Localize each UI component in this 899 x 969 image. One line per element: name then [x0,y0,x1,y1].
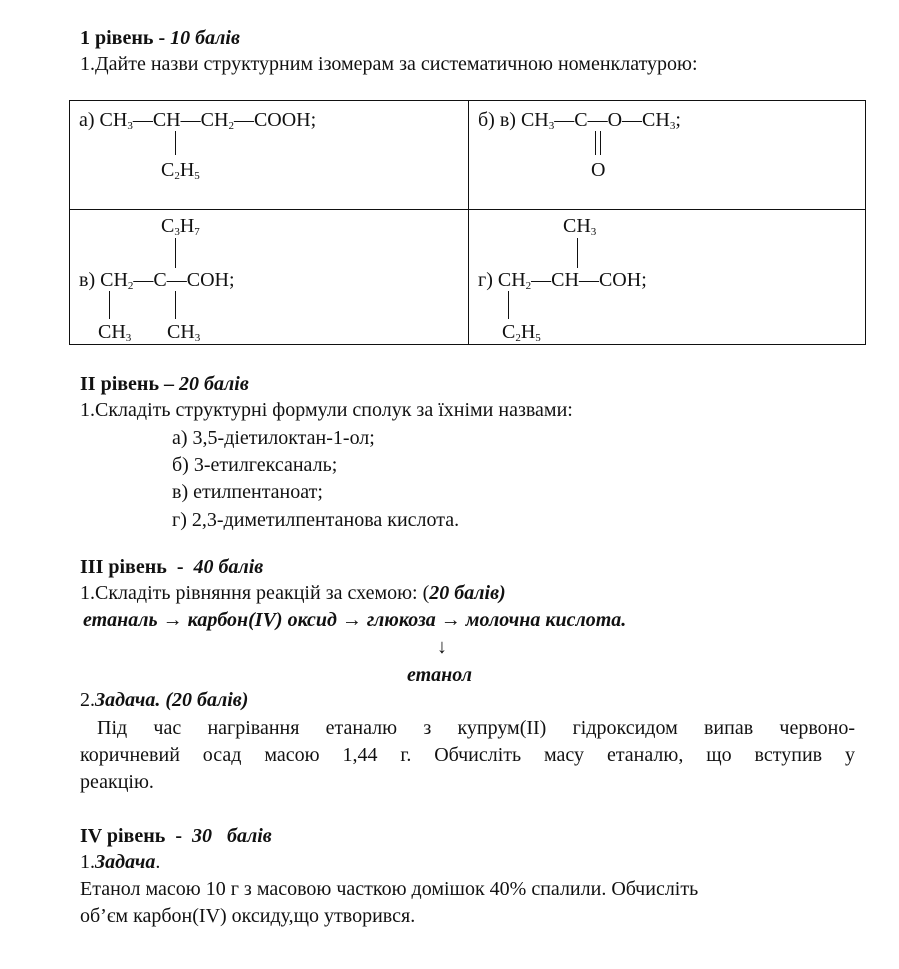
cell-v-top-bond [175,238,176,268]
level1-task: 1.Дайте назви структурним ізомерам за систематичною номенклатурою: [80,53,698,75]
cell-v-c3h7: $C_3H_7$ [161,215,200,238]
level3-header [80,557,263,577]
cell-v-main [79,270,235,290]
arrow-down: ↓ [437,636,447,658]
cell-b-ch3: $CH_3$ [520,109,555,132]
level4-title: IV рівень [80,825,166,847]
level3-sep: - [166,556,194,578]
cell-g-label: г) [478,269,493,291]
cell-a-branch-bond [175,131,176,155]
table-col-divider [468,100,469,345]
bond: — [622,109,643,131]
bond: — [587,109,608,131]
reaction-branch: етанол [407,664,473,686]
level2-points: 20 балів [179,373,249,395]
reaction-scheme: етаналь → карбон(IV) оксид → глюкоза → молочна кислота. [83,609,627,631]
cell-b-ch3-end: $CH_3$; [642,109,681,132]
problem-label: Задача. [95,689,161,711]
cell-b-double-bond-2 [600,131,601,155]
level3-task-points: 20 балів) [429,582,506,604]
cell-a-ch2: $CH_2$ [200,109,234,132]
cell-v-coh: COH; [186,269,235,291]
level4-sep: - [165,825,192,847]
bond: — [233,109,254,131]
problem-text-line: Під час нагрівання етаналю з купрум(II) гідроксидом випав червоно- [97,717,855,739]
level2-item: а) 3,5-діетилоктан-1-ол; [172,427,375,449]
cell-g-main [478,270,647,290]
problem-text-line: коричневий осад масою 1,44 г. Обчисліть масу етаналю, що вступив у [80,744,855,766]
level4-task: 1.Задача. [80,851,161,873]
cell-a-ch3: $CH_3$ [99,109,133,132]
cell-b-c: C [574,109,588,131]
cell-v-bottom-bond [175,291,176,319]
cell-g-coh: COH; [598,269,647,291]
bond: — [180,109,201,131]
bond: — [166,269,187,291]
bond: — [132,109,153,131]
cell-b-oxygen: O [591,159,606,181]
level2-task: 1.Складіть структурні формули сполук за їхніми назвами: [80,399,573,421]
level1-sep: - [153,27,171,49]
cell-g-top-bond [577,238,578,268]
level2-item: в) етилпентаноат; [172,481,323,503]
cell-g-ch2: $CH_2$ [497,269,532,292]
level3-points: 40 балів [193,556,264,578]
level4-text-line: об’єм карбон(IV) оксиду,що утворився. [80,905,416,927]
problem-text-line: реакцію. [80,771,154,793]
level2-item: г) 2,3-диметилпентанова кислота. [172,509,460,531]
cell-v-ch3-left: $CH_3$ [98,321,132,344]
cell-v-left-bond [109,291,110,319]
cell-b-double-bond-1 [595,131,596,155]
level2-item: б) 3-етилгексаналь; [172,454,338,476]
bond: — [531,269,552,291]
cell-v-label: в) [79,269,96,291]
level4-points: 30 балів [192,825,272,847]
cell-g-c2h5: $C_2H_5$ [502,321,541,344]
table-row-divider [69,209,866,210]
level2-title: ІІ рівень [80,373,160,395]
level4-header [80,826,272,846]
problem-points: (20 балів) [160,689,249,711]
cell-a-main [79,110,316,130]
level4-text-line: Етанол масою 10 г з масовою часткою домішок 40% спалили. Обчисліть [80,878,699,900]
level1-points: 10 балів [170,27,240,49]
cell-a-ch: CH [152,109,181,131]
level1-header [80,28,240,48]
level4-task-label: Задача [95,851,156,873]
cell-g-ch: CH [551,269,579,291]
cell-b-main [478,110,681,130]
level3-title: ІІІ рівень [80,556,167,578]
cell-g-bottom-bond [508,291,509,319]
cell-v-ch2: $CH_2$ [100,269,134,292]
level3-task: 1.Складіть рівняння реакцій за схемою: (20 балів) [80,582,506,604]
cell-a-cooh: COOH; [253,109,317,131]
cell-a-c2h5: $C_2H_5$ [161,159,200,182]
bond: — [578,269,599,291]
cell-a-label: а) [79,109,95,131]
level2-header [80,374,249,394]
bond: — [554,109,575,131]
level1-title: 1 рівень [80,27,154,49]
cell-g-ch3-top: $CH_3$ [563,215,597,238]
cell-v-c: C [153,269,167,291]
bond: — [133,269,154,291]
cell-b-label: б) в) [478,109,516,131]
problem-header: 2.Задача. (20 балів) [80,689,249,711]
level2-sep: – [159,373,180,395]
cell-v-ch3-right: $CH_3$ [167,321,201,344]
cell-b-o: O [607,109,623,131]
